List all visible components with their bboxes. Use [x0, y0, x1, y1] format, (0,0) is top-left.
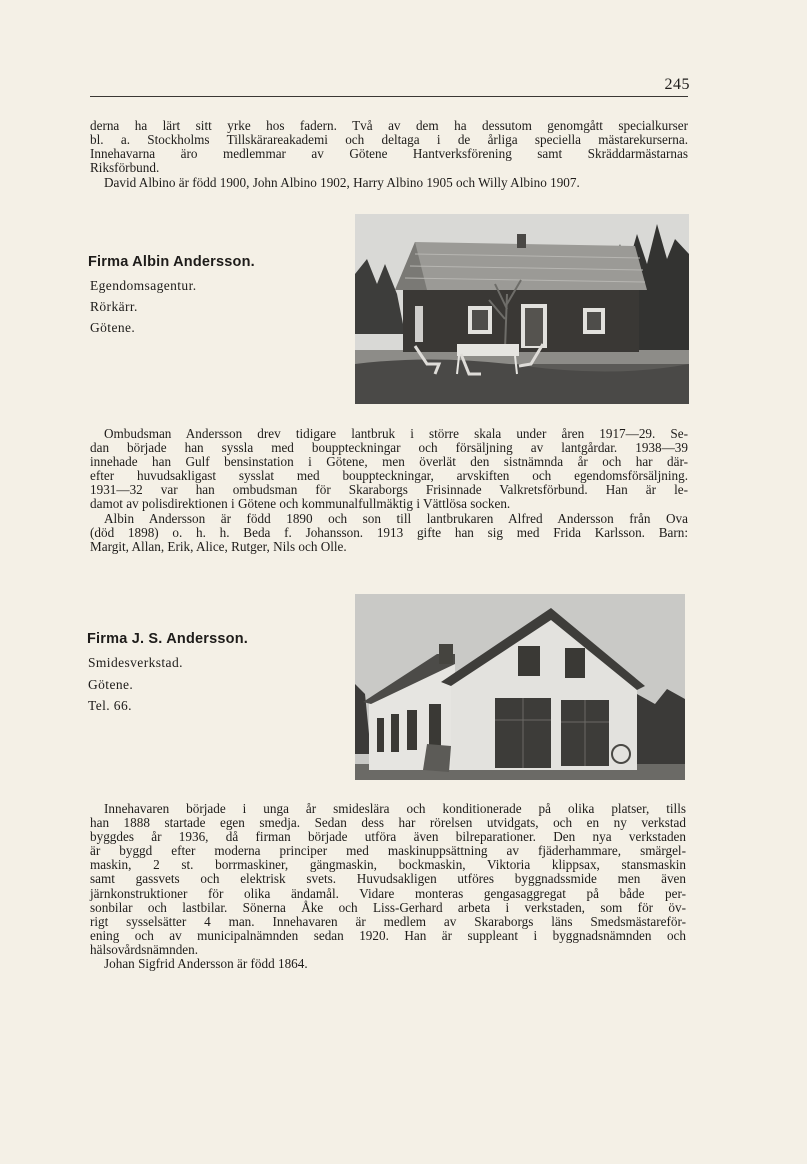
- workshop-photo: [355, 594, 685, 780]
- text-line: innehade han Gulf bensinstation i Götene, men överlät den sistnämnda år och har där-: [90, 454, 688, 470]
- firm-albin-detail: Rörkärr.: [90, 299, 138, 314]
- firm-albin-detail: Götene.: [90, 320, 136, 335]
- intro-paragraph: [90, 119, 688, 190]
- text-line: Johan Sigfrid Andersson är född 1864.: [104, 956, 308, 972]
- text-line: dan började han syssla med bouppteckningar och försäljning av lantgårdar. 1938—39: [90, 440, 688, 456]
- firm-js-paragraph: [90, 802, 686, 971]
- text-line: Albin Andersson är född 1890 och son till lantbrukaren Alfred Andersson från Ova: [104, 510, 688, 526]
- text-line: Riksförbund.: [90, 160, 160, 176]
- text-line: byggdes år 1936, då firman började utföra även bilreparationer. Den nya verkstaden: [90, 829, 686, 845]
- text-line: maskin, 2 st. borrmaskiner, gängmaskin, bockmaskin, Viktoria klippsax, stansmaskin: [90, 857, 686, 873]
- header-rule: [90, 96, 688, 97]
- text-line: bl. a. Stockholms Tillskärareakademi och deltaga i de årliga speciella mästarekurserna.: [90, 132, 688, 148]
- birth-line: David Albino är född 1900, John Albino 1902, Harry Albino 1905 och Willy Albino 1907.: [104, 175, 580, 191]
- text-line: Innehavarna äro medlemmar av Götene Hantverksförening samt Skräddarmästarnas: [90, 146, 688, 162]
- firm-albin-paragraph: [90, 427, 688, 554]
- text-line: (död 1898) o. h. h. Beda f. Johansson. 1913 gifte han sig med Frida Karlsson. Barn:: [90, 524, 688, 540]
- firm-js-heading: Firma J. S. Andersson.: [87, 631, 248, 647]
- text-line: efter huvudsakligast sysslat med bouppteckningar, arvskiften och egendomsförsäljning.: [90, 468, 688, 484]
- page-number: 245: [664, 76, 690, 93]
- text-line: Margit, Allan, Erik, Alice, Rutger, Nils och Olle.: [90, 538, 347, 554]
- firm-js-detail: Tel. 66.: [88, 698, 132, 713]
- text-line: järnkonstruktioner för olika ändamål. Vidare monteras gengasaggregat på både per-: [90, 885, 686, 901]
- text-line: damot av polisdirektionen i Götene och kommunalfullmäktig i Vättlösa socken.: [90, 496, 511, 512]
- text-line: Innehavaren började i unga år smideslära och konditionerade på olika platser, tills: [104, 801, 686, 816]
- text-line: hälsovårdsnämnden.: [90, 941, 199, 957]
- firm-js-detail: Götene.: [88, 677, 134, 692]
- text-line: rigt sysselsätter 4 man. Innehavaren är medlem av Skaraborgs läns Smedsmästareför-: [90, 913, 686, 929]
- text-line: är byggd efter moderna principer med maskinuppsättning av fjäderhammare, smärgel-: [90, 843, 686, 859]
- text-line: derna ha lärt sitt yrke hos fadern. Två av dem ha dessutom genomgått specialkurser: [90, 118, 688, 133]
- firm-albin-heading: Firma Albin Andersson.: [88, 254, 255, 270]
- house-photo: [355, 214, 689, 404]
- text-line: sonbilar och lastbilar. Sönerna Åke och Liss-Gerhard arbeta i verkstaden, som för öv-: [90, 899, 686, 915]
- text-line: han 1888 startade egen smedja. Sedan dess har rörelsen utvidgats, och en ny verkstad: [90, 815, 686, 831]
- firm-js-detail: Smidesverkstad.: [88, 655, 183, 670]
- text-line: 1931—32 var han ombudsman för Skaraborgs Frisinnade Valkretsförbund. Han är le-: [90, 482, 688, 498]
- text-line: samt gassvets och elektrisk svets. Huvudsakligen utföres byggnadssmide men även: [90, 871, 686, 887]
- text-line: ening och av municipalnämnden sedan 1920. Han är suppleant i byggnadsnämnden och: [90, 927, 686, 943]
- firm-albin-detail: Egendomsagentur.: [90, 278, 197, 293]
- text-line: Ombudsman Andersson drev tidigare lantbruk i större skala under åren 1917—29. Se-: [104, 426, 688, 441]
